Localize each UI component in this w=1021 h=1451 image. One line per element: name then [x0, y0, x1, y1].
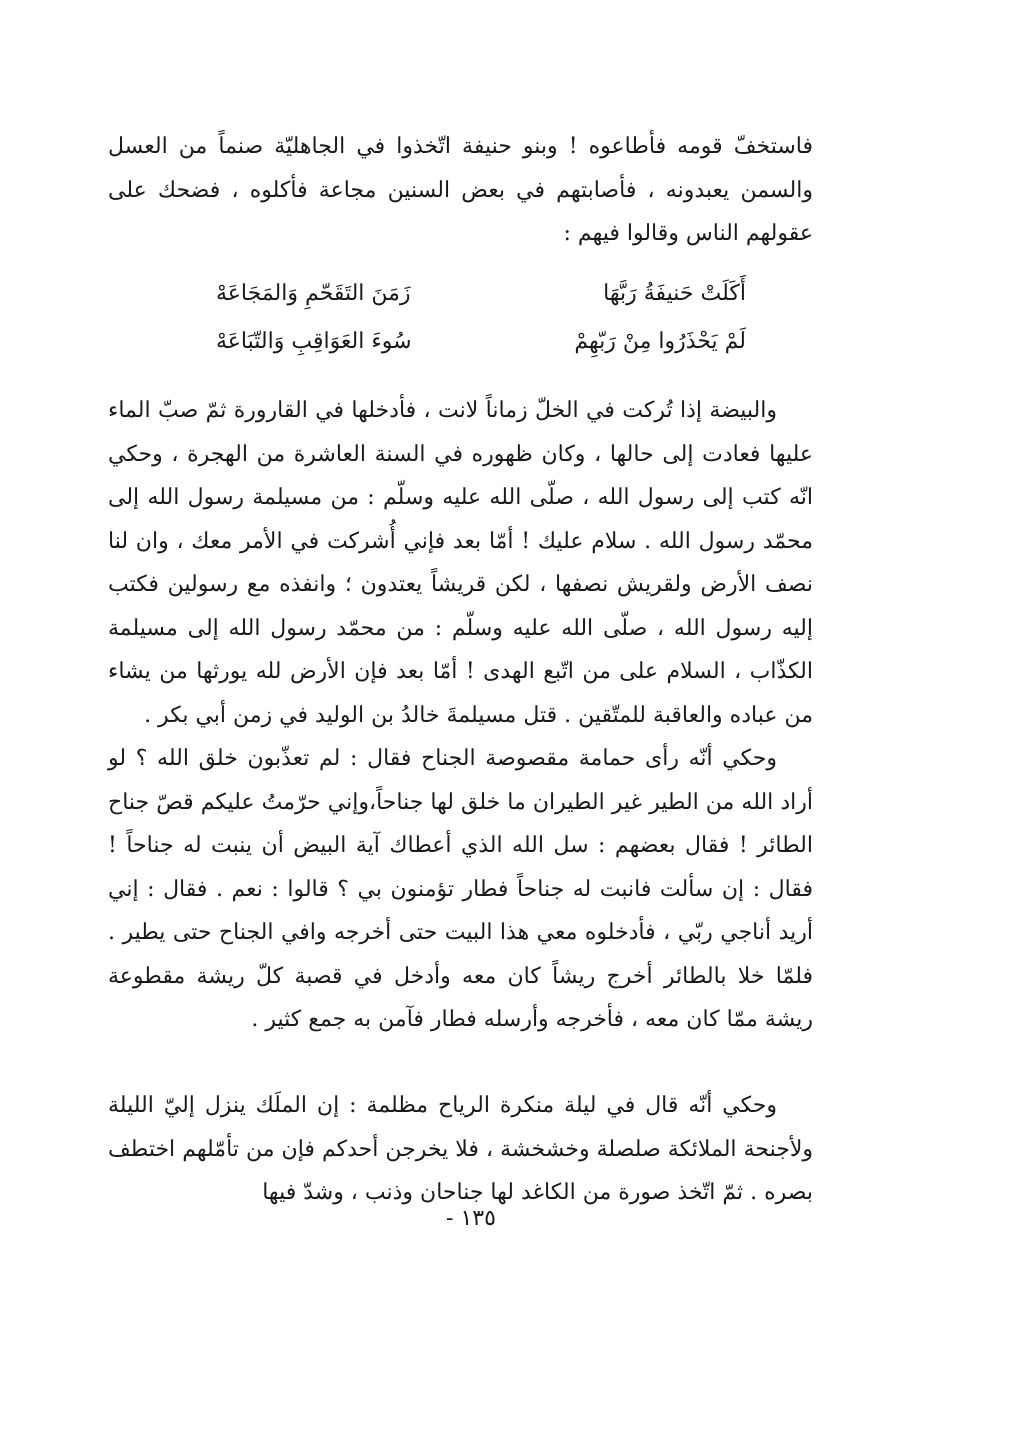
paragraph-musaylima-letters: والبيضة إذا تُركت في الخلّ زماناً لانت ، فأدخلها في القارورة ثمّ صبّ الماء عليها فعادت إلى حالها ، وكان ظهوره في السنة العاشرة من الهجرة ، وحكي انّه كتب إلى رسول الله ، صلّى الله عليه وسلّم : من مسيلمة رسول الله إلى محمّد رسول الله . سلام عليك ! أمّا بعد فإني أُشركت في الأمر معك ، وان لنا نصف الأرض ولقريش نصفها ، لكن قريشاً يعتدون ؛ وانفذه مع رسولين فكتب إليه رسول الله ، صلّى الله عليه وسلّم : من محمّد رسول الله إلى مسيلمة الكذّاب ، السلام على من اتّبع الهدى ! أمّا بعد فإن الأرض لله يورثها من يشاء من عباده والعاقبة للمتّقين . قتل مسيلمةَ خالدُ بن الوليد في زمن أبي بكر . — [108, 398, 813, 728]
poem-hemistich-first: أَكَلَتْ حَنيفَةُ رَبَّهَا — [603, 281, 746, 306]
paragraph-night-story: وحكي أنّه قال في ليلة منكرة الرياح مظلمة : إن الملَك ينزل إليّ الليلة ولأجنحة الملائكة صلصلة وخشخشة ، فلا يخرجن أحدكم فإن من تأمّلهم اختطف بصره . ثمّ اتّخذ صورة من الكاغد لها جناحان وذنب ، وشدّ فيها — [108, 1093, 813, 1205]
poem-verse — [216, 270, 746, 318]
page-number — [400, 1206, 520, 1231]
poem — [216, 270, 746, 366]
paragraph-intro: فاستخفّ قومه فأطاعوه ! وبنو حنيفة اتّخذوا في الجاهليّة صنماً من العسل والسمن يعبدونه ، فأصابتهم في بعض السنين مجاعة فأكلوه ، فضحك على عقولهم الناس وقالوا فيهم : — [108, 134, 813, 246]
poem-hemistich-first: لَمْ يَحْذَرُوا مِنْ رَبّهِمْ — [574, 329, 746, 354]
paragraph-pigeon-story: وحكي أنّه رأى حمامة مقصوصة الجناح فقال : لم تعذّبون خلق الله ؟ لو أراد الله من الطير غير الطيران ما خلق لها جناحاً،وإني حرّمتُ عليكم قصّ جناح الطائر ! فقال بعضهم : سل الله الذي أعطاك آية البيض أن ينبت له جناحاً ! فقال : إن سألت فانبت له جناحاً فطار تؤمنون بي ؟ قالوا : نعم . فقال : إني أريد أناجي ربّي ، فأدخلوه معي هذا البيت حتى أخرجه وافي الجناح حتى يطير . فلمّا خلا بالطائر أخرج ريشاً كان معه وأدخل في قصبة كلّ ريشة مقطوعة ريشة ممّا كان معه ، فأخرجه وأرسله فطار فآمن به جمع كثير . — [108, 746, 813, 1032]
page-number-dash: - — [446, 1206, 454, 1231]
poem-hemistich-second: سُوءَ العَوَاقِبِ وَالتّبَاعَهْ — [216, 329, 412, 354]
poem-hemistich-second: زَمَنَ التَقَحّمِ وَالمَجَاعَهْ — [216, 281, 411, 306]
page-number-value: ١٣٥ — [460, 1206, 496, 1231]
poem-verse — [216, 318, 746, 366]
